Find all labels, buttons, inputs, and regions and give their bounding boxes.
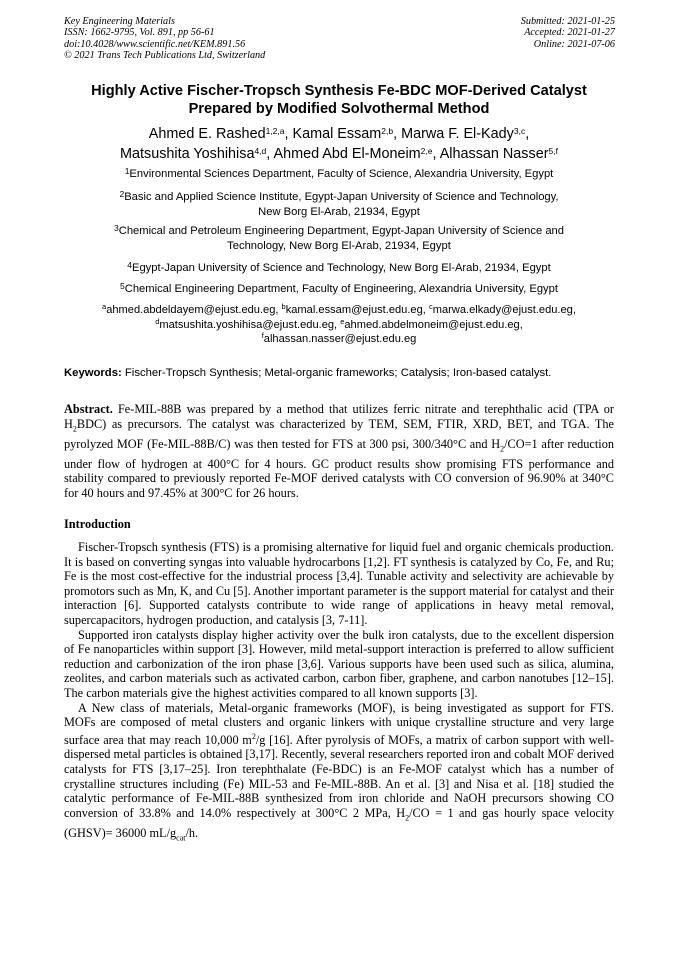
paragraph-text: /CO = 1 and gas hourly space velocity (GHSV)= 36000 mL/g	[64, 805, 614, 840]
email-f[interactable]: alhassan.nasser@ejust.edu.eg	[263, 333, 417, 345]
author-sup: 1,2,a	[265, 126, 285, 136]
affiliation-num: 2	[119, 189, 125, 199]
journal-header-right	[521, 16, 615, 50]
subscript: 2	[72, 424, 77, 434]
affiliation-num: 4	[127, 260, 132, 270]
abstract	[64, 402, 614, 500]
author-name: Marwa F. El-Kady	[401, 126, 514, 142]
email-sup: d	[155, 316, 160, 326]
author-name: Ahmed E. Rashed	[148, 126, 266, 142]
submitted-date: Submitted: 2021-01-25	[520, 16, 615, 27]
email-c[interactable]: marwa.elkady@ejust.edu.eg	[432, 304, 573, 316]
paragraph-text: /h.	[185, 825, 199, 840]
author-list: Ahmed E. Rashed$^{1,2,a}$, Kamal Essam$^{2,b}$, Marwa F. El-Kady$^{3,c}$, Matsushita Yoshihisa$^{4,d}$, Ahmed Abd El-Moneim$^{2,e}$, Alhassan Nasser$^{5,f}$	[120, 126, 558, 162]
subscript: cat	[176, 833, 186, 843]
paragraph-text: /g [16]. After pyrolysis of MOFs, a matrix of carbon support with well-dispersed metal particles is obtained [3,17]. Recently, several researchers reported iron and cobalt MOF derived catalysts for FTS [3,17–25]. Iron terephthalate (Fe-BDC) is an Fe-MOF catalyst which has a number of crystalline structures including (Fe) MIL-53 and Fe-MIL-88B. An et al. [3] and Nisa et al. [18] studied the catalytic performance of Fe-MIL-88B synthesized from iron chloride and NaOH precursors showing CO conversion of 33.8% and 14.0% respectively at 300°C 2 MPa, H	[64, 732, 614, 820]
author-sup: 2,b	[381, 126, 394, 136]
author-sup: 5,f	[548, 146, 558, 156]
affiliation-text: Technology, New Borg El-Arab, 21934, Egypt	[227, 240, 451, 252]
paragraph	[64, 701, 614, 846]
email-sup: c	[428, 302, 433, 311]
author-name: Matsushita Yoshihisa	[120, 146, 255, 162]
affiliation-text: Egypt-Japan University of Science and Technology, New Borg El-Arab, 21934, Egypt	[132, 262, 551, 274]
abstract-label: Abstract.	[64, 402, 113, 416]
author-sup: 3,c	[513, 126, 526, 136]
email-sup: a	[102, 302, 107, 311]
journal-header-left	[64, 16, 265, 62]
paragraph: Supported iron catalysts display higher activity over the bulk iron catalysts, due to the excellent dispersion of Fe nanoparticles within support [3]. However, mild metal-support interaction is preferred to allow sufficient reduction and carbonization of the iron phase [3,6]. Various supports have been used such as silica, alumina, zeolites, and carbon materials such as activated carbon, carbon fiber, graphene, and carbon nanotubes [12–15]. The carbon materials give the highest activities compared to all known supports [3].	[64, 627, 614, 700]
paragraph: Fischer-Tropsch synthesis (FTS) is a promising alternative for liquid fuel and organic chemicals production. It is based on converting syngas into valuable hydrocarbons [1,2]. FT synthesis is catalyzed by Co, Fe, and Ru; Fe is the most cost-effective for the industrial process [3,4]. Tunable activity and selectivity are achievable by promotors such as Mn, K, and Cu [5]. Another important parameter is the support material for catalyst and their interaction [6]. Supported catalysts contribute to wide range of applications in heavy metal removal, supercapacitors, hydrogen production, and catalysis [3, 7-11].	[64, 540, 614, 627]
email-a[interactable]: ahmed.abdeldayem@ejust.edu.eg	[106, 304, 276, 316]
section-heading-introduction: Introduction	[64, 517, 131, 531]
subscript: 2	[405, 813, 410, 823]
paper-title	[40, 82, 638, 118]
email-d[interactable]: matsushita.yoshihisa@ejust.edu.eg	[159, 318, 335, 331]
author-name: Alhassan Nasser	[439, 146, 549, 162]
affiliation-5	[40, 282, 638, 297]
email-sup: f	[261, 331, 264, 340]
abstract-text: BDC) as precursors. The catalyst was characterized by TEM, SEM, FTIR, XRD, BET, and TGA. The pyrolyzed MOF (Fe-MIL-88B/C) was then tested for FTS at 300 psi, 300/340°C and H	[64, 416, 614, 451]
affiliation-text: New Borg El-Arab, 21934, Egypt	[258, 206, 420, 218]
affiliation-2	[40, 190, 638, 220]
affiliation-num: 3	[114, 223, 119, 233]
affiliation-4	[40, 261, 638, 276]
affiliation-text: Chemical Engineering Department, Faculty of Engineering, Alexandria University, Egypt	[124, 283, 558, 295]
paragraph-text: A New class of materials, Metal-organic frameworks (MOF), is being investigated as support for FTS. MOFs are composed of metal clusters and organic linkers with unique crystalline structure and very large surface area that may reach 10,000 m	[64, 700, 614, 747]
email-e[interactable]: ahmed.abdelmoneim@ejust.edu.eg	[344, 318, 520, 331]
online-date: Online: 2021-07-06	[533, 38, 615, 50]
superscript: 2	[251, 731, 256, 741]
affiliation-3	[40, 224, 638, 254]
journal-name: Key Engineering Materials	[64, 16, 175, 27]
email-sup: e	[340, 316, 345, 326]
copyright: © 2021 Trans Tech Publications Ltd, Switzerland	[64, 50, 266, 62]
abstract-text: Fe-MIL-88B was prepared by a method that utilizes ferric nitrate and terephthalic acid (TPA or H	[64, 402, 614, 431]
affiliation-1	[40, 167, 638, 182]
title-line-2: Prepared by Modified Solvothermal Method	[188, 101, 490, 117]
issn: ISSN: 1662-9795, Vol. 891, pp 56-61	[64, 27, 215, 39]
author-sup: 4,d	[254, 146, 267, 156]
affiliation-text: Chemical and Petroleum Engineering Department, Egypt-Japan University of Science and	[118, 225, 564, 237]
subscript: 2	[500, 444, 505, 454]
abstract-text: /CO=1 after reduction under flow of hydrogen at 400°C for 4 hours. GC product results show promising FTS performance and stability compared to previously reported Fe-MOF derived catalysts with CO conversion of 96.90% at 340°C for 40 hours and 97.45% at 300°C for 26 hours.	[64, 436, 614, 500]
author-name: Ahmed Abd El-Moneim	[273, 146, 421, 162]
introduction-body	[64, 540, 614, 846]
keywords	[64, 366, 624, 381]
author-name: Kamal Essam	[292, 126, 382, 142]
doi: doi:10.4028/www.scientific.net/KEM.891.56	[64, 38, 246, 50]
keywords-label: Keywords:	[64, 367, 122, 379]
affiliation-num: 5	[120, 281, 125, 291]
affiliation-text: Environmental Sciences Department, Faculty of Science, Alexandria University, Egypt	[129, 168, 554, 180]
keywords-text: Fischer-Tropsch Synthesis; Metal-organic frameworks; Catalysis; Iron-based catalyst.	[124, 367, 552, 379]
email-b[interactable]: kamal.essam@ejust.edu.eg	[285, 304, 423, 316]
affiliation-num: 1	[124, 166, 130, 176]
author-sup: 2,e	[420, 146, 433, 156]
email-sup: b	[281, 302, 286, 311]
title-line-1: Highly Active Fischer-Tropsch Synthesis Fe-BDC MOF-Derived Catalyst	[91, 83, 587, 99]
accepted-date: Accepted: 2021-01-27	[524, 27, 615, 39]
affiliation-text: Basic and Applied Science Institute, Egypt-Japan University of Science and Technology,	[124, 191, 559, 203]
email-list: $^a$ahmed.abdeldayem@ejust.edu.eg, $^b$kamal.essam@ejust.edu.eg, $^c$marwa.elkady@ejust.edu.eg, $^d$matsushita.yoshihisa@ejust.edu.eg, $^e$ahmed.abdelmoneim@ejust.edu.eg, $^f$alhassan.nasser@ejust.edu.eg	[102, 302, 576, 345]
